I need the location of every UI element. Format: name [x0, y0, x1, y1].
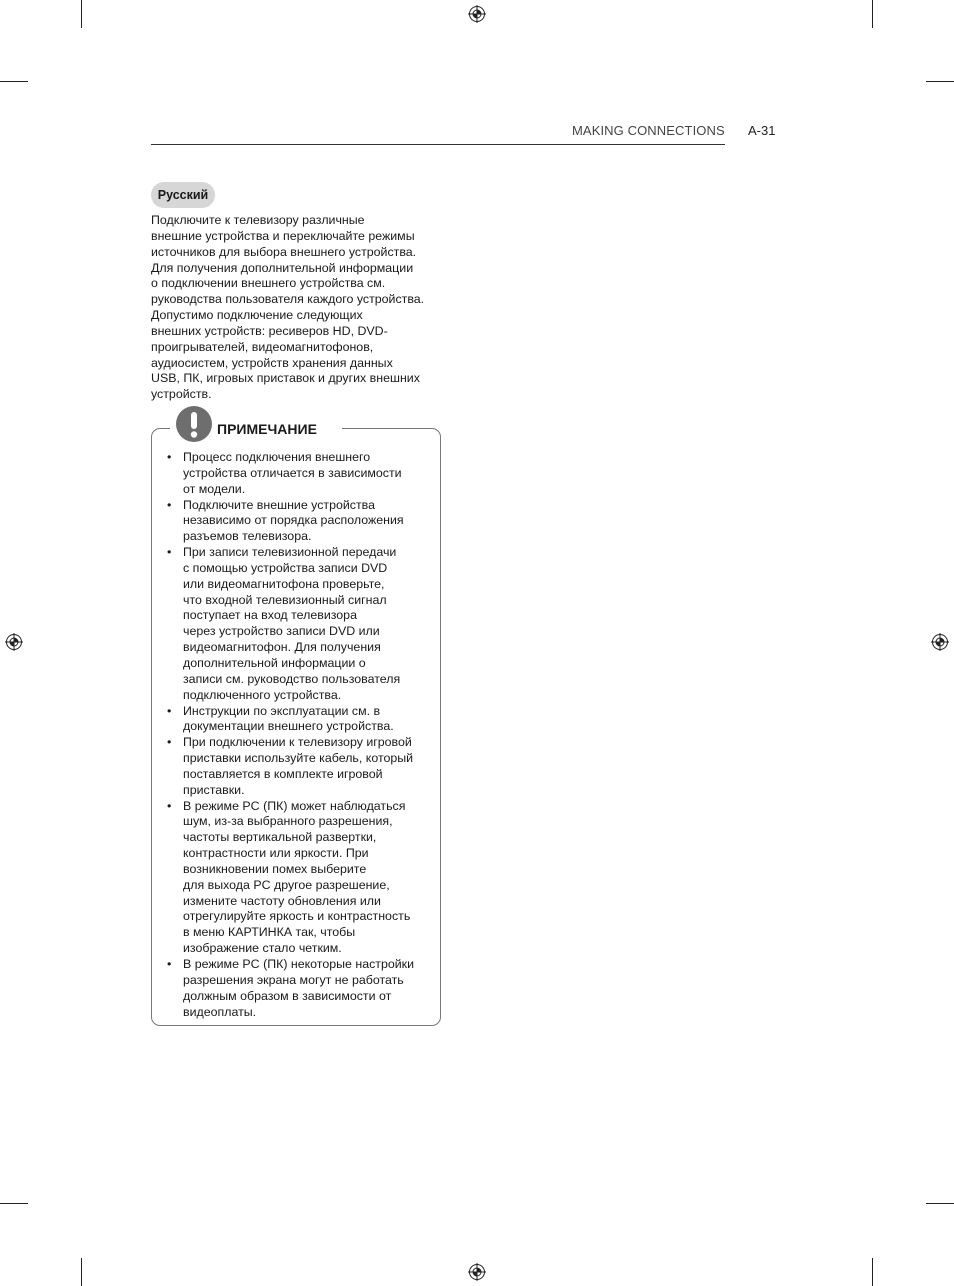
- crop-mark: [81, 1258, 82, 1286]
- crop-mark: [926, 1203, 954, 1204]
- registration-mark-icon: [5, 633, 23, 651]
- intro-line: Для получения дополнительной информации: [151, 260, 414, 275]
- note-item-line: возникновении помех выберите: [183, 861, 367, 876]
- note-item-line: частоты вертикальной развертки,: [183, 830, 377, 845]
- intro-line: Допустимо подключение следующих: [151, 308, 363, 323]
- registration-mark-icon: [468, 1263, 486, 1281]
- language-badge: Русский: [151, 182, 215, 208]
- note-title: ПРИМЕЧАНИЕ: [217, 421, 317, 437]
- note-item-line: поставляется в комплекте игровой: [183, 766, 383, 781]
- note-item-line: от модели.: [183, 481, 246, 496]
- note-list: [167, 450, 437, 1020]
- crop-mark: [872, 1258, 873, 1286]
- note-item-line: дополнительной информации о: [183, 655, 366, 670]
- note-item-line: Подключите внешние устройства: [183, 497, 375, 512]
- intro-line: USB, ПК, игровых приставок и других внешних: [151, 371, 420, 386]
- intro-line: руководства пользователя каждого устройства.: [151, 292, 425, 307]
- registration-mark-icon: [931, 633, 949, 651]
- note-item-line: контрастности или яркости. При: [183, 846, 369, 861]
- bullet: •: [167, 703, 172, 718]
- note-item-line: должным образом в зависимости от: [183, 988, 392, 1003]
- bullet: •: [167, 545, 172, 560]
- note-list-item: [167, 704, 437, 736]
- note-item-line: поступает на вход телевизора: [183, 608, 357, 623]
- note-item-line: изображение стало четким.: [183, 941, 342, 956]
- note-item-line: документации внешнего устройства.: [183, 719, 394, 734]
- note-list-item: [167, 450, 437, 498]
- note-item-line: приставки используйте кабель, который: [183, 751, 414, 766]
- note-item-line: шум, из-за выбранного разрешения,: [183, 814, 393, 829]
- section-title: MAKING CONNECTIONS: [572, 123, 725, 138]
- note-item-line: записи см. руководство пользователя: [183, 671, 401, 686]
- page-number: A-31: [748, 123, 776, 138]
- note-item-line: разрешения экрана могут не работать: [183, 972, 404, 987]
- note-item-line: для выхода PC другое разрешение,: [183, 877, 390, 892]
- note-item-line: Процесс подключения внешнего: [183, 450, 371, 464]
- note-item-line: подключенного устройства.: [183, 687, 342, 702]
- note-list-item: [167, 799, 437, 957]
- note-item-line: При записи телевизионной передачи: [183, 545, 397, 560]
- crop-mark: [872, 0, 873, 28]
- note-item-line: устройства отличается в зависимости: [183, 465, 402, 480]
- header-divider: [151, 144, 725, 145]
- note-item-line: приставки.: [183, 782, 245, 797]
- intro-line: источников для выбора внешнего устройства.: [151, 244, 417, 259]
- note-item-line: видеоплаты.: [183, 1004, 257, 1019]
- intro-line: устройств.: [151, 387, 212, 402]
- crop-mark: [926, 81, 954, 82]
- note-item-line: или видеомагнитофона проверьте,: [183, 576, 385, 591]
- intro-line: Подключите к телевизору различные: [151, 213, 365, 227]
- crop-mark: [0, 81, 28, 82]
- intro-line: внешних устройств: ресиверов HD, DVD-: [151, 323, 388, 338]
- note-list-item: [167, 735, 437, 798]
- note-item-line: Инструкции по эксплуатации см. в: [183, 703, 381, 718]
- note-list-item: [167, 957, 437, 1020]
- intro-line: проигрывателей, видеомагнитофонов,: [151, 339, 374, 354]
- bullet: •: [167, 735, 172, 750]
- note-item-line: измените частоту обновления или: [183, 893, 381, 908]
- crop-mark: [81, 0, 82, 28]
- bullet: •: [167, 957, 172, 971]
- note-item-line: В режиме PC (ПК) некоторые настройки: [183, 957, 415, 971]
- note-item-line: в меню КАРТИНКА так, чтобы: [183, 925, 356, 940]
- intro-line: аудиосистем, устройств хранения данных: [151, 355, 393, 370]
- note-item-line: В режиме PC (ПК) может наблюдаться: [183, 798, 406, 813]
- note-list-item: [167, 545, 437, 703]
- intro-paragraph: [151, 213, 451, 403]
- bullet: •: [167, 497, 172, 512]
- registration-mark-icon: [468, 5, 486, 23]
- note-item-line: с помощью устройства записи DVD: [183, 560, 388, 575]
- note-item-line: через устройство записи DVD или: [183, 624, 380, 639]
- note-list-item: [167, 498, 437, 546]
- intro-line: внешние устройства и переключайте режимы: [151, 228, 415, 243]
- bullet: •: [167, 450, 172, 464]
- note-item-line: что входной телевизионный сигнал: [183, 592, 387, 607]
- note-item-line: разъемов телевизора.: [183, 529, 312, 544]
- note-item-line: видеомагнитофон. Для получения: [183, 640, 381, 655]
- note-item-line: При подключении к телевизору игровой: [183, 735, 412, 750]
- exclamation-icon: [176, 406, 212, 442]
- crop-mark: [0, 1203, 28, 1204]
- note-item-line: отрегулируйте яркость и контрастность: [183, 909, 411, 924]
- bullet: •: [167, 798, 172, 813]
- note-item-line: независимо от порядка расположения: [183, 513, 404, 528]
- intro-line: о подключении внешнего устройства см.: [151, 276, 386, 291]
